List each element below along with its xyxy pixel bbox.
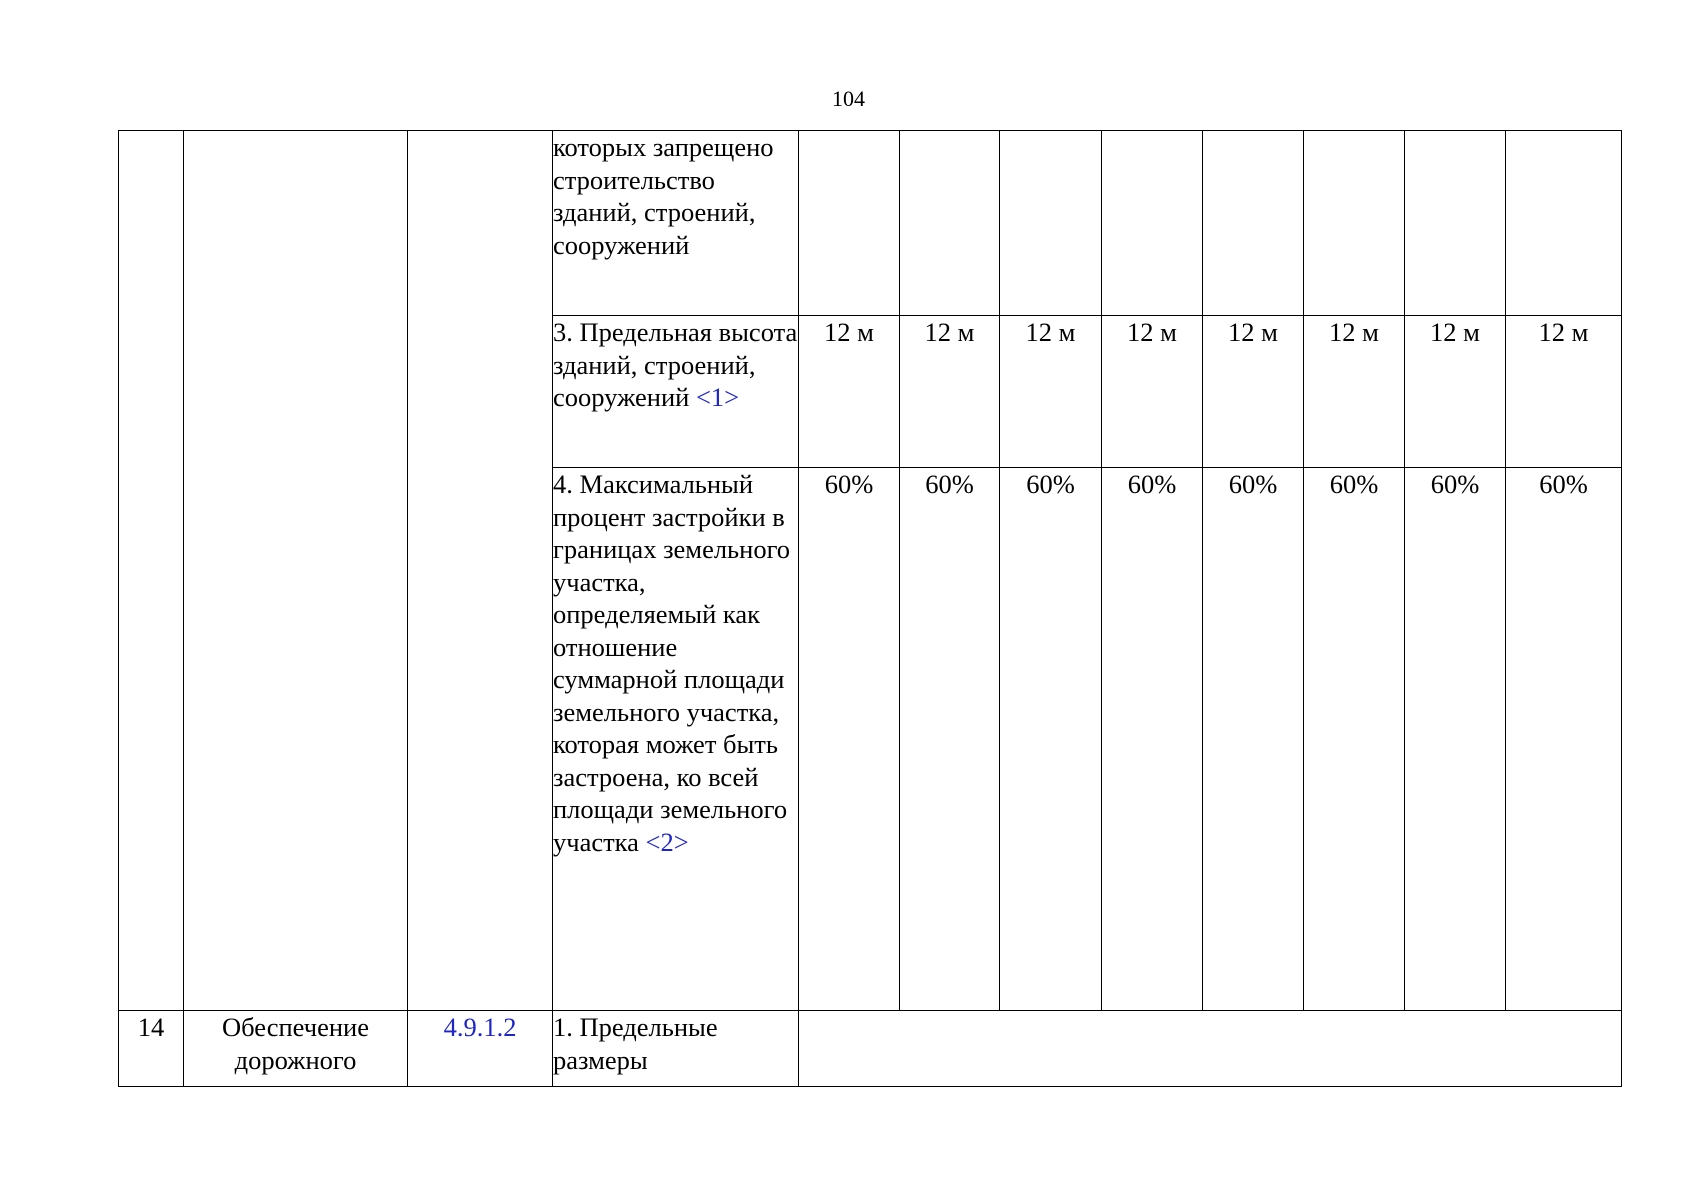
value-cell: 12 м	[1203, 316, 1304, 468]
zoning-regulations-table	[118, 130, 1622, 1087]
footnote-link[interactable]: <2>	[645, 826, 689, 857]
value-cell: 12 м	[799, 316, 900, 468]
merged-value-cell	[799, 1011, 1622, 1087]
value-cell: 60%	[1506, 468, 1622, 1011]
value-cell: 60%	[1000, 468, 1102, 1011]
value-cell: 60%	[1304, 468, 1405, 1011]
parameter-cell: 1. Предельные размеры	[553, 1011, 799, 1087]
value-cell	[1203, 131, 1304, 316]
row-number: 14	[119, 1011, 184, 1087]
value-cell: 60%	[1203, 468, 1304, 1011]
value-cell	[900, 131, 1000, 316]
land-use-name: Обеспечение дорожного	[184, 1011, 408, 1087]
value-cell: 60%	[900, 468, 1000, 1011]
parameter-cell: 3. Предельная высота зданий, строений, сооружений <1>	[553, 316, 799, 468]
value-cell: 12 м	[1102, 316, 1203, 468]
value-cell	[1405, 131, 1506, 316]
land-use-code-link[interactable]: 4.9.1.2	[408, 1011, 553, 1087]
value-cell	[1000, 131, 1102, 316]
value-cell	[799, 131, 900, 316]
value-cell: 12 м	[900, 316, 1000, 468]
code-cell-empty	[408, 131, 553, 1011]
value-cell: 60%	[799, 468, 900, 1011]
footnote-link[interactable]: <1>	[695, 382, 740, 412]
value-cell: 12 м	[1304, 316, 1405, 468]
value-cell	[1304, 131, 1405, 316]
table-row	[119, 131, 1622, 316]
name-cell-empty	[184, 131, 408, 1011]
page-number: 104	[832, 86, 865, 111]
value-cell	[1506, 131, 1622, 316]
value-cell: 12 м	[1405, 316, 1506, 468]
value-cell: 12 м	[1000, 316, 1102, 468]
parameter-cell: которых запрещено строительство зданий, строений, сооружений	[553, 131, 799, 316]
value-cell	[1102, 131, 1203, 316]
value-cell: 60%	[1102, 468, 1203, 1011]
parameter-cell: 4. Максимальный процент застройки в границах земельного участка, определяемый как отношение суммарной площади земельного участка, которая может быть застроена, ко всей площади земельного участка <2>	[553, 468, 799, 1011]
table-row	[119, 1011, 1622, 1087]
value-cell: 60%	[1405, 468, 1506, 1011]
number-cell-empty	[119, 131, 184, 1011]
value-cell: 12 м	[1506, 316, 1622, 468]
